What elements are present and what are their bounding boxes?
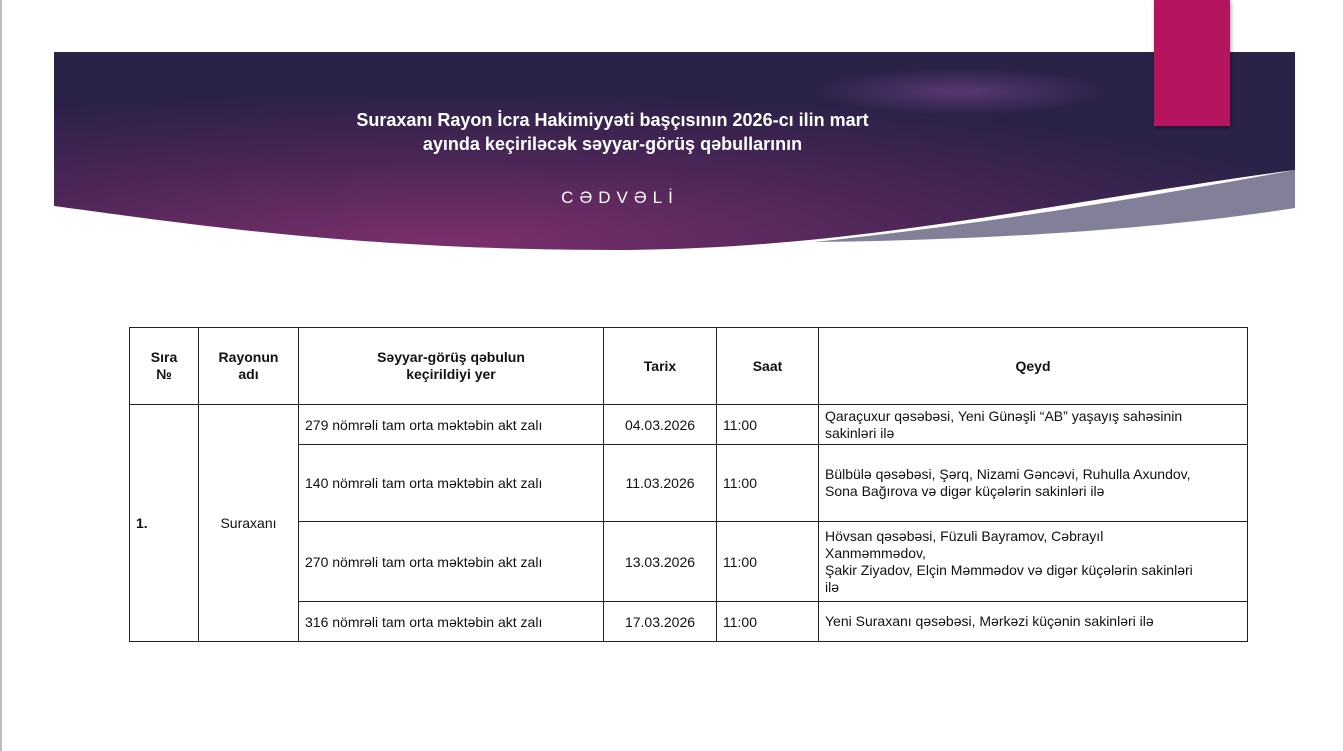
- header-district-line2: adı: [238, 366, 259, 382]
- table-row: [130, 405, 1248, 445]
- cell-place: 140 nömrəli tam orta məktəbin akt zalı: [299, 445, 604, 522]
- accent-tab: [1154, 0, 1230, 126]
- cell-note: [819, 522, 1248, 602]
- header-place-line2: keçirildiyi yer: [406, 366, 496, 382]
- cell-note: [819, 445, 1248, 522]
- note-line: Şakir Ziyadov, Elçin Məmmədov və digər küçələrin sakinləri: [825, 561, 1193, 578]
- cell-time: 11:00: [717, 602, 819, 642]
- note-line: ilə: [825, 578, 840, 595]
- cell-note: [819, 602, 1248, 642]
- note-line: Yeni Suraxanı qəsəbəsi, Mərkəzi küçənin sakinləri ilə: [825, 613, 1154, 629]
- table-header-row: [130, 328, 1248, 405]
- note-line: Sona Bağırova və digər küçələrin sakinləri ilə: [825, 483, 1105, 499]
- slide-left-border: [0, 0, 2, 751]
- header-no-line1: Sıra: [150, 349, 178, 365]
- cell-time: 11:00: [717, 522, 819, 602]
- cell-row-number: 1.: [130, 405, 199, 642]
- schedule-table: [129, 327, 1248, 642]
- header-date: Tarix: [604, 328, 717, 405]
- title-line-2: ayında keçiriləcək səyyar-görüş qəbullarının: [422, 134, 803, 154]
- cell-date: 04.03.2026: [604, 405, 717, 445]
- note-line: Qaraçuxur qəsəbəsi, Yeni Günəşli “AB” yaşayış sahəsinin: [825, 407, 1183, 424]
- header-no: [130, 328, 199, 405]
- cell-place: 279 nömrəli tam orta məktəbin akt zalı: [299, 405, 604, 445]
- header-district-line1: Rayonun: [218, 349, 279, 365]
- header-no-line2: №: [156, 366, 172, 382]
- note-line: Hövsan qəsəbəsi, Füzuli Bayramov, Cəbrayıl: [825, 527, 1104, 544]
- cell-note: [819, 405, 1248, 445]
- cell-date: 11.03.2026: [604, 445, 717, 522]
- page-subtitle: CƏDVƏLİ: [561, 188, 679, 207]
- header-place: [299, 328, 604, 405]
- header-time: Saat: [717, 328, 819, 405]
- note-line: Xanməmmədov,: [825, 544, 926, 561]
- cell-date: 17.03.2026: [604, 602, 717, 642]
- note-line: sakinləri ilə: [825, 424, 895, 441]
- note-line: Bülbülə qəsəbəsi, Şərq, Nizami Gəncəvi, Ruhulla Axundov,: [825, 466, 1191, 482]
- page-title: [250, 108, 975, 156]
- header-note: Qeyd: [819, 328, 1248, 405]
- cell-time: 11:00: [717, 405, 819, 445]
- cell-time: 11:00: [717, 445, 819, 522]
- title-line-1: Suraxanı Rayon İcra Hakimiyyəti başçısının 2026-cı ilin mart: [356, 110, 869, 130]
- cell-date: 13.03.2026: [604, 522, 717, 602]
- cell-place: 270 nömrəli tam orta məktəbin akt zalı: [299, 522, 604, 602]
- header-place-line1: Səyyar-görüş qəbulun: [377, 349, 525, 365]
- cell-district: Suraxanı: [199, 405, 299, 642]
- cell-place: 316 nömrəli tam orta məktəbin akt zalı: [299, 602, 604, 642]
- header-district: [199, 328, 299, 405]
